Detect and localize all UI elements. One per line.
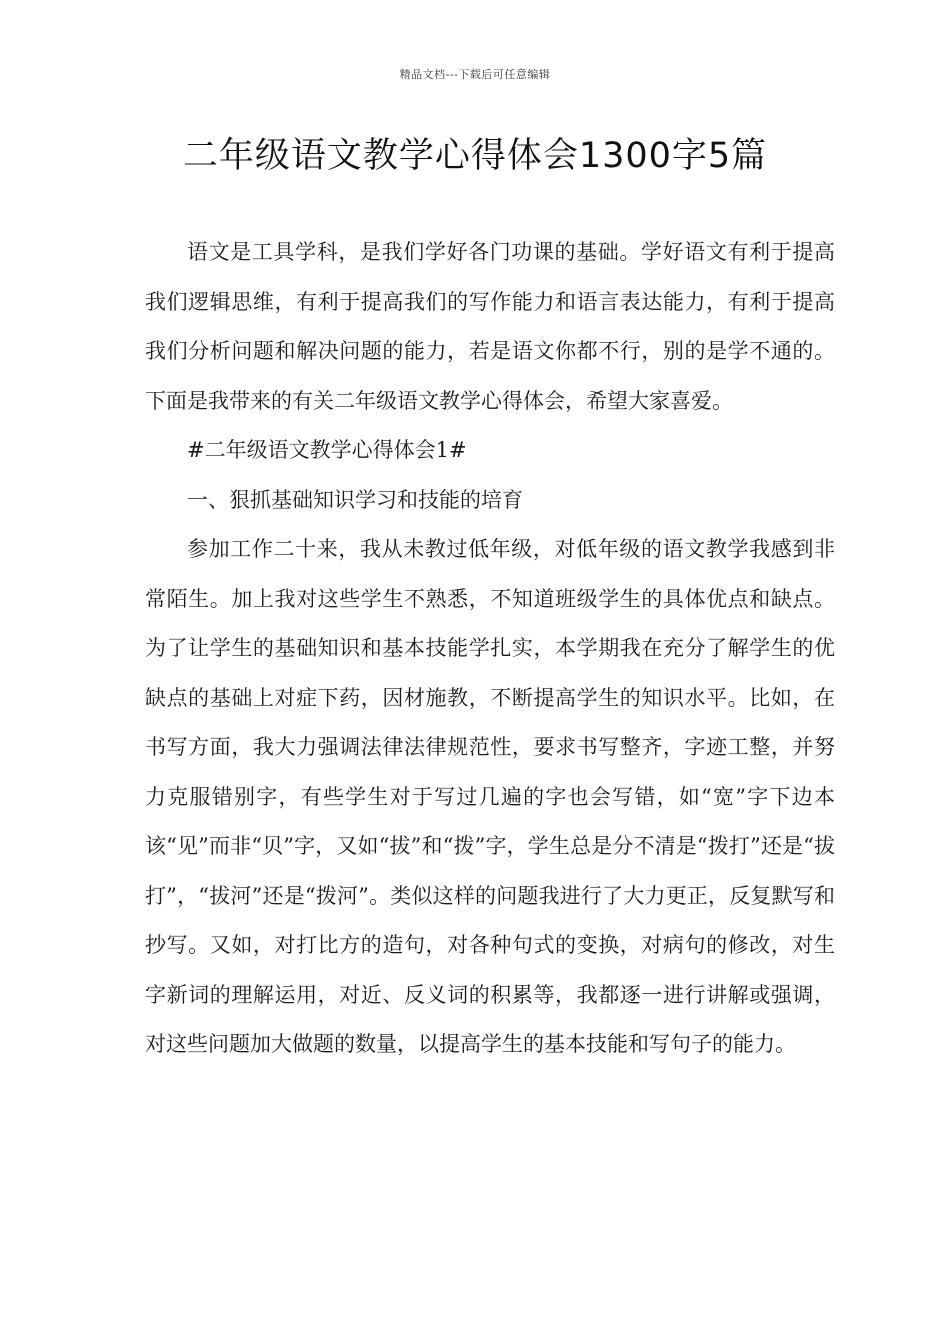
intro-paragraph: 语文是工具学科，是我们学好各门功课的基础。学好语文有利于提高我们逻辑思维，有利于提高我们的写作能力和语言表达能力，有利于提高我们分析问题和解决问题的能力，若是语文你都不行，别的是学不通的。下面是我带来的有关二年级语文教学心得体会，希望大家喜爱。: [145, 240, 835, 413]
subsection-heading: 一、狠抓基础知识学习和技能的培育: [187, 487, 523, 512]
header-note: 精品文档---下载后可任意编辑: [399, 68, 551, 81]
document-title: 二年级语文教学心得体会1300字5篇: [182, 136, 768, 176]
document-body: [145, 228, 835, 1070]
section-heading: #二年级语文教学心得体会1#: [187, 438, 467, 462]
body-paragraph: 参加工作二十来，我从未教过低年级，对低年级的语文教学我感到非常陌生。加上我对这些学生不熟悉，不知道班级学生的具体优点和缺点。为了让学生的基础知识和基本技能学扎实，本学期我在充分了解学生的优缺点的基础上对症下药，因材施教，不断提高学生的知识水平。比如，在书写方面，我大力强调法律法律规范性，要求书写整齐，字迹工整，并努力克服错别字，有些学生对于写过几遍的字也会写错，如“宽”字下边本该“见”而非“贝”字，又如“拔”和“拨”字，学生总是分不清是“拨打”还是“拔打”，“拔河”还是“拨河”。类似这样的问题我进行了大力更正，反复默写和抄写。又如，对打比方的造句，对各种句式的变换，对病句的修改，对生字新词的理解运用，对近、反义词的积累等，我都逐一进行讲解或强调，对这些问题加大做题的数量，以提高学生的基本技能和写句子的能力。: [145, 537, 835, 1056]
